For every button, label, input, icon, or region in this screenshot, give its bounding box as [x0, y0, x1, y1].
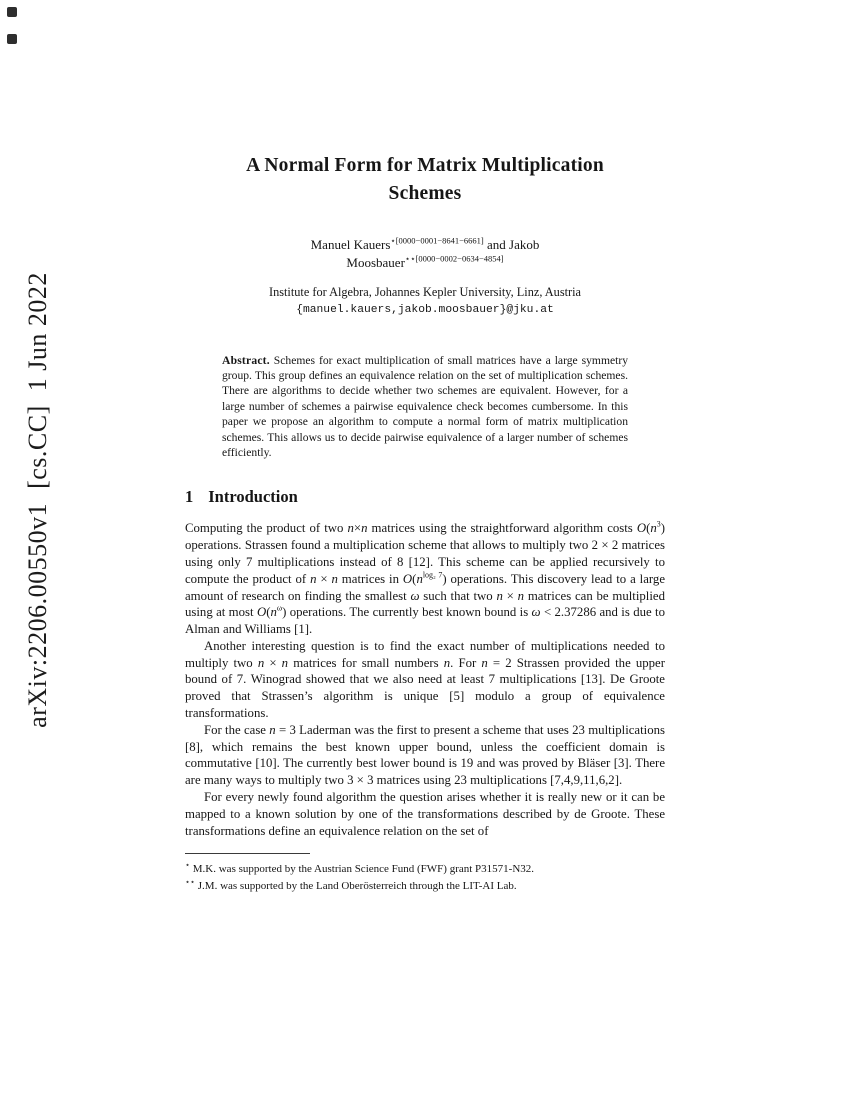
institute-line: Institute for Algebra, Johannes Kepler University, Linz, Austria — [268, 284, 581, 299]
footnote-text: J.M. was supported by the Land Oberösterreich through the LIT-AI Lab. — [197, 879, 517, 892]
footnote-marker: ⋆ — [185, 860, 191, 870]
paragraph: For every newly found algorithm the question arises whether it is really new or it can be mapped to a known solution by one of the transformations described by de Groote. These transformations define an equivalence relation on the set of — [185, 790, 665, 838]
authors-join: and Jakob — [483, 236, 540, 252]
author-1-name: Manuel Kauers — [310, 236, 391, 252]
paper-content — [185, 0, 665, 894]
author-2-orcid: ⋆⋆[0000−0002−0634−4854] — [404, 253, 504, 264]
paragraph: For the case n = 3 Laderman was the first to present a scheme that uses 23 multiplications [8], which remains the best known upper bound, unless the coefficient domain is commutative [10]. The currently best lower bound is 19 and was proved by Bläser [3]. There are many ways to multiply two 3 × 3 matrices using 23 multiplications [7,4,9,11,6,2]. — [185, 722, 666, 788]
author-2-name: Moosbauer — [346, 254, 405, 270]
corner-mark — [7, 7, 17, 17]
footnote — [185, 861, 665, 878]
author-1-orcid: ⋆[0000−0001−8641−6661] — [390, 235, 484, 246]
email-line: {manuel.kauers,jakob.moosbauer}@jku.at — [296, 303, 554, 316]
affiliation-block — [185, 284, 665, 319]
footnote-marker: ⋆⋆ — [185, 877, 196, 887]
section-number: 1 — [185, 486, 194, 506]
footnotes — [185, 853, 665, 894]
title-line-2: Schemes — [388, 183, 462, 205]
abstract: Abstract. Schemes for exact multiplication of small matrices have a large symmetry group. This group defines an equivalence relation on the set of multiplication schemes. There are algorithms to decide whether two schemes are equivalent. However, for a large number of schemes a pairwise equivalence check becomes cumbersome. In this paper we propose an algorithm to compute a normal form of matrix multiplication schemes. This allows us to decide pairwise equivalence of a larger number of schemes efficiently. — [222, 353, 628, 460]
footnote-text: M.K. was supported by the Austrian Science Fund (FWF) grant P31571-N32. — [192, 863, 535, 876]
paragraph: Computing the product of two n×n matrices using the straightforward algorithm costs $O(n^3)$ operations. Strassen found a multiplication scheme that allows to multiply two 2 × 2 matrices using only 7 multiplications instead of 8 [12]. This scheme can be applied recursively to compute the product of n × n matrices in $O(n^{log_2 7})$ operations. This discovery lead to a large amount of research on finding the smallest ω such that two n × n matrices can be multiplied using at most $O(n^\omega)$ operations. The currently best known bound is ω < 2.37286 and is due to Alman and Williams [1]. — [185, 520, 666, 637]
footnote-rule — [185, 853, 310, 854]
section-title: Introduction — [208, 486, 298, 506]
title-line-1: A Normal Form for Matrix Multiplication — [246, 155, 604, 176]
arxiv-watermark: arXiv:2206.00550v1 [cs.CC] 1 Jun 2022 — [23, 272, 52, 728]
paragraph: Another interesting question is to find the exact number of multiplications needed to multiply two n × n matrices for small numbers n. For n = 2 Strassen provided the upper bound of 7. Winograd showed that we also need at least 7 multiplications [13]. De Groote proved that Strassen’s algorithm is unique [5] modulo a group of equivalence transformations. — [185, 638, 665, 721]
author-block — [185, 236, 665, 272]
paper-title — [185, 0, 665, 209]
section-heading — [185, 487, 665, 507]
footnote — [185, 878, 665, 895]
corner-mark — [7, 34, 17, 44]
body-text — [185, 520, 665, 839]
